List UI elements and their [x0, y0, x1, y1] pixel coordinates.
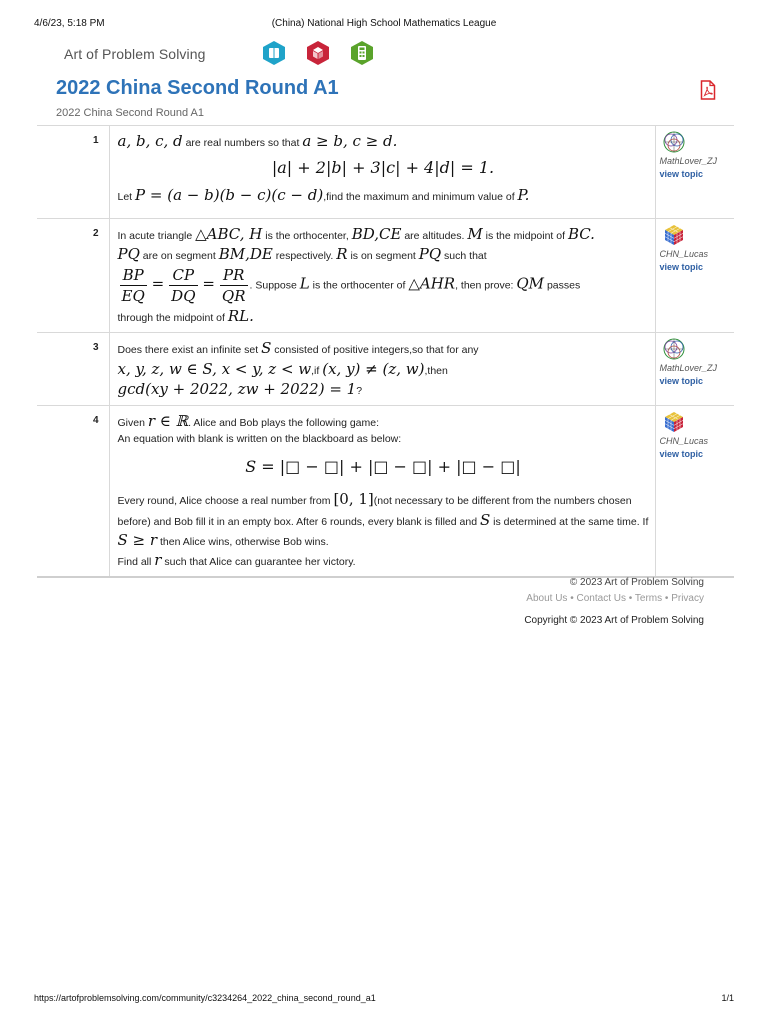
math-expression: [0, 1] — [333, 490, 374, 509]
fraction — [120, 265, 147, 307]
math-expression: r — [154, 551, 162, 570]
problem-text: such that Alice can guarantee her victory. — [161, 556, 356, 569]
pdf-icon[interactable] — [700, 80, 716, 100]
problem-text: passes — [544, 279, 581, 292]
problem-text: , then prove: — [455, 279, 517, 292]
footer-links — [526, 593, 704, 604]
fraction-numerator: BP — [120, 265, 147, 286]
display-equation: S = |□ − □| + |□ − □| + |□ − □| — [245, 456, 521, 476]
math-expression: R — [336, 245, 348, 264]
problem-text: are on segment — [139, 250, 219, 263]
problem-number: 1 — [37, 126, 109, 219]
print-url: https://artofproblemsolving.com/community/c3234264_2022_china_second_round_a1 — [34, 993, 376, 1003]
topic-info — [655, 126, 734, 219]
math-expression: S — [261, 339, 272, 358]
problem-row — [37, 406, 734, 578]
problem-row — [37, 333, 734, 406]
username[interactable]: MathLover_ZJ — [659, 156, 718, 166]
problem-text: In acute triangle — [117, 230, 196, 242]
math-expression: a ≥ b, c ≥ d. — [302, 132, 398, 150]
fraction-denominator: EQ — [121, 286, 145, 305]
user-avatar[interactable] — [662, 130, 686, 154]
math-expression: (x, y) ≠ (z, w) — [322, 359, 425, 378]
problem-text: Find all — [117, 556, 155, 569]
print-header — [34, 18, 734, 32]
print-footer — [34, 993, 734, 1003]
topic-info — [655, 406, 734, 578]
problem-text: (not necessary to be different from the numbers chosen before) and Bob fill it in an empty box. After 6 rounds, every blank is filled and — [117, 495, 632, 528]
math-expression: r ∈ ℝ — [147, 412, 189, 431]
problem-row — [37, 126, 734, 219]
view-topic-link[interactable]: view topic — [659, 169, 704, 179]
math-expression: BM,DE — [218, 245, 273, 264]
footer-copyright-notice: Copyright © 2023 Art of Problem Solving — [524, 615, 704, 626]
site-name-link[interactable]: Art of Problem Solving — [64, 46, 206, 62]
user-avatar[interactable] — [662, 337, 686, 361]
topic-info — [655, 333, 734, 406]
problem-text: Let — [117, 190, 136, 203]
problem-text: is the midpoint of — [482, 230, 568, 242]
username[interactable]: CHN_Lucas — [659, 249, 709, 259]
calculator-icon[interactable] — [350, 40, 374, 66]
math-expression: x, y, z, w ∈ S, x < y, z < w — [117, 359, 312, 378]
user-avatar[interactable] — [662, 223, 686, 247]
problems-table — [37, 125, 734, 578]
site-bar — [64, 40, 704, 68]
problem-text: through the midpoint of — [117, 312, 228, 324]
problem-text: . Suppose — [249, 279, 300, 292]
problem-text: Every round, Alice choose a real number from — [117, 495, 334, 508]
math-expression: S — [479, 510, 491, 529]
terms-link[interactable]: Terms — [634, 593, 663, 604]
math-expression: PQ — [418, 245, 442, 264]
footer-separator: • — [570, 593, 574, 604]
problem-text: is the orthocenter of — [309, 279, 409, 292]
math-expression: PQ — [117, 245, 140, 264]
print-page-number: 1/1 — [721, 993, 734, 1003]
problem-body: In acute triangle △ABC, H is the orthocenter, BD,CE are altitudes. M is the midpoint of BC. PQ are on segment BM,DE respectively. R is on segment PQ such that $\frac{BP}{EQ}$ = $\frac{CP}{DQ}$ = $\frac{PR}{QR}$ . Suppose L is the orthocenter of △AHR, then prove: QM passes through the midpoint of RL. — [109, 219, 655, 333]
math-expression: △AHR — [408, 274, 456, 293]
page-subtitle: 2022 China Second Round A1 — [56, 107, 205, 119]
fraction-numerator: CP — [169, 265, 197, 286]
footer-separator: • — [628, 593, 633, 604]
math-expression: P = (a − b)(b − c)(c − d) — [135, 185, 324, 204]
user-avatar[interactable] — [662, 410, 686, 434]
math-expression: QM — [516, 274, 545, 293]
problem-text: ,if — [311, 364, 323, 377]
problem-text: ? — [356, 384, 363, 397]
fraction-denominator: DQ — [171, 286, 196, 305]
problem-body — [109, 126, 655, 219]
problem-text: are real numbers so that — [182, 137, 303, 149]
print-doc-title: (China) National High School Mathematics League — [271, 18, 497, 29]
topic-info — [655, 219, 734, 333]
problem-text: ,then — [424, 364, 448, 377]
problem-text: Given — [117, 417, 148, 430]
view-topic-link[interactable]: view topic — [659, 376, 704, 387]
cube-icon[interactable] — [306, 40, 330, 66]
math-expression: gcd(xy + 2022, zw + 2022) = 1 — [117, 379, 357, 398]
view-topic-link[interactable]: view topic — [659, 449, 704, 460]
problem-text: Does there exist an infinite set — [117, 344, 262, 357]
page-title: 2022 China Second Round A1 — [56, 77, 339, 99]
about-us-link[interactable]: About Us — [526, 593, 568, 604]
footer-copyright: © 2023 Art of Problem Solving — [569, 577, 704, 588]
book-icon[interactable] — [262, 40, 286, 66]
problem-text: is the orthocenter, — [262, 230, 352, 242]
math-expression: RL. — [227, 307, 254, 325]
problem-text: respectively. — [272, 250, 337, 263]
username[interactable]: CHN_Lucas — [659, 436, 709, 447]
math-expression: △ABC, H — [195, 225, 263, 243]
problem-text: consisted of positive integers,so that for any — [271, 344, 479, 357]
problem-number: 4 — [37, 406, 109, 578]
fraction-denominator: QR — [221, 286, 246, 305]
problem-row — [37, 219, 734, 333]
problem-text: ,find the maximum and minimum value of — [323, 190, 518, 203]
math-expression: a, b, c, d — [117, 132, 183, 150]
print-timestamp: 4/6/23, 5:18 PM — [34, 18, 105, 29]
fraction — [220, 265, 248, 307]
problem-text: then Alice wins, otherwise Bob wins. — [157, 535, 329, 548]
problem-text: is on segment — [347, 250, 419, 263]
problem-body — [109, 406, 655, 578]
problem-text: . Alice and Bob plays the following game: — [188, 417, 380, 430]
math-expression: P. — [517, 185, 530, 204]
view-topic-link[interactable]: view topic — [659, 262, 704, 272]
problem-text: is determined at the same time. If — [490, 515, 649, 528]
problem-text: An equation with blank is written on the blackboard as below: — [117, 432, 402, 445]
username[interactable]: MathLover_ZJ — [659, 363, 718, 374]
problem-number: 3 — [37, 333, 109, 406]
contact-us-link[interactable]: Contact Us — [576, 593, 626, 604]
fraction-numerator: PR — [220, 265, 248, 286]
problem-body — [109, 333, 655, 406]
problem-text: such that — [441, 250, 487, 263]
display-equation: |a| + 2|b| + 3|c| + 4|d| = 1. — [271, 158, 495, 178]
math-expression: L — [299, 274, 310, 293]
problem-number: 2 — [37, 219, 109, 333]
problem-text: are altitudes. — [401, 230, 468, 242]
math-expression: BC. — [567, 225, 595, 243]
math-expression: S ≥ r — [117, 530, 158, 549]
footer-separator: • — [664, 593, 669, 604]
privacy-link[interactable]: Privacy — [671, 593, 704, 604]
math-expression: BD,CE — [351, 225, 402, 243]
fraction — [169, 265, 197, 307]
math-expression: M — [467, 225, 483, 243]
